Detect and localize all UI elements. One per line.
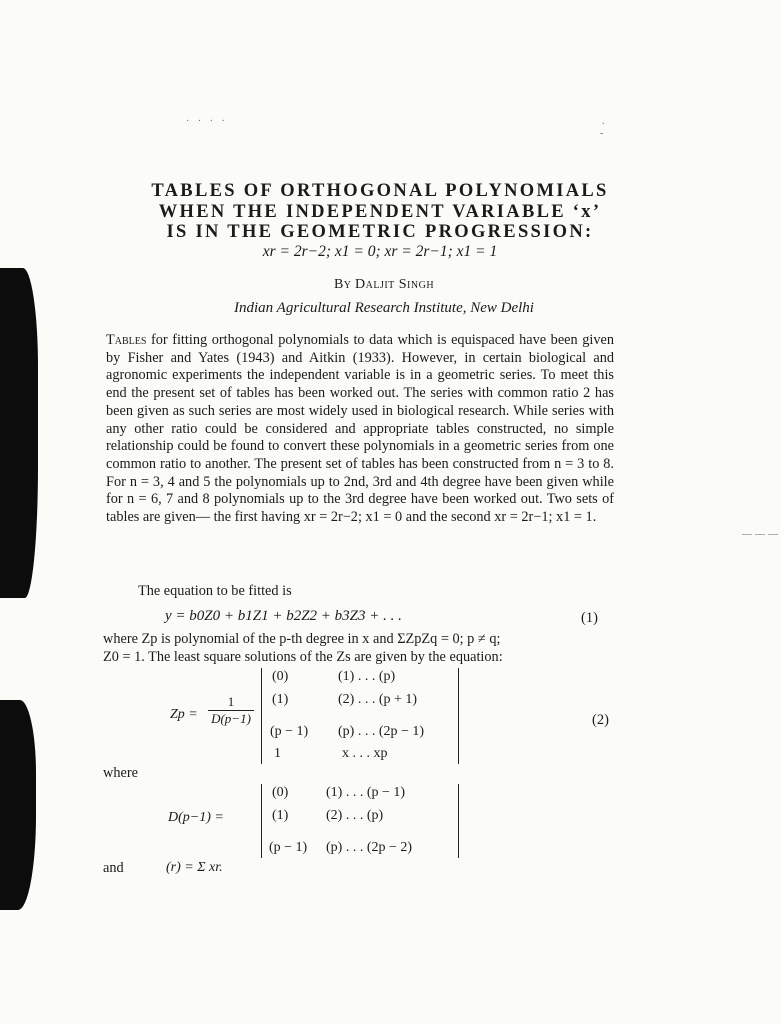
eq2-fraction (208, 694, 254, 727)
eq2-cell: 1 (274, 746, 281, 761)
paper-title (100, 181, 660, 243)
series-equations (100, 243, 660, 261)
eq2-cell: (0) (272, 669, 289, 684)
eq2-cell: x . . . xp (342, 746, 388, 761)
eq3-cell: (1) . . . (p − 1) (326, 785, 406, 800)
eq2-cell: (p) . . . (2p − 1) (338, 724, 425, 739)
eq3-cell: (1) (272, 808, 289, 823)
scan-speck: ——— (742, 529, 781, 540)
equation-1: y = b0Z0 + b1Z1 + b2Z2 + b3Z3 + . . . (165, 608, 402, 624)
title-line-1: TABLES OF ORTHOGONAL POLYNOMIALS (151, 181, 609, 201)
eq3-cell: (2) . . . (p) (326, 808, 384, 823)
equation-1-number: (1) (581, 610, 598, 626)
eq3-cell: (0) (272, 785, 289, 800)
institution: Indian Agricultural Research Institute, New Delhi (234, 300, 534, 316)
equation-2-number: (2) (592, 712, 609, 728)
by-label: By (333, 277, 352, 292)
and-label: and (103, 860, 124, 876)
fitted-intro: The equation to be fitted is (138, 583, 292, 599)
body-paragraph (106, 332, 614, 527)
and-expression: (r) = Σ xr. (166, 860, 223, 875)
lead-word: Tables (106, 332, 147, 348)
eq2-cell: (2) . . . (p + 1) (338, 692, 418, 707)
eq2-numerator: 1 (208, 694, 254, 711)
eq3-cell: (p − 1) (269, 840, 308, 855)
eq2-lhs: Zp = (170, 707, 198, 722)
scan-shadow-top (0, 268, 38, 598)
eq2-denominator: D(p−1) (211, 711, 251, 726)
eq2-cell: (p − 1) (270, 724, 309, 739)
author-line (0, 277, 768, 293)
scan-speck: - (600, 128, 607, 139)
title-line-3: IS IN THE GEOMETRIC PROGRESSION: (166, 222, 594, 242)
scan-shadow-bottom (0, 700, 36, 910)
series-eq-text: xr = 2r−2; x1 = 0; xr = 2r−1; x1 = 1 (262, 243, 498, 260)
eq2-cell: (1) . . . (p) (338, 669, 396, 684)
scan-speck: · · · · (186, 116, 228, 127)
where-line-2: Z0 = 1. The least square solutions of the Zs are given by the equation: (103, 649, 503, 665)
eq3-lhs: D(p−1) = (168, 810, 224, 825)
eq3-cell: (p) . . . (2p − 2) (326, 840, 413, 855)
where-label: where (103, 765, 138, 781)
where-line-1: where Zp is polynomial of the p-th degree in x and ΣZpZq = 0; p ≠ q; (103, 631, 501, 647)
author-name: Daljit Singh (355, 277, 435, 292)
body-text: for fitting orthogonal polynomials to data which is equispaced have been given by Fisher and Yates (1943) and Aitkin (1933). However, in certain biological and agronomic experiments the independent variable is in a geometric series. To meet this end the present set of tables has been worked out. The series with common ratio 2 has been given as such series are most widely used in biological research. While series with any other ratio could be considered and appropriate tables constructed, no simple relationship could be found to convert these polynomials in a geometric series from one common ratio to another. The present set of tables has been constructed from n = 3 to 8. For n = 3, 4 and 5 the polynomials up to 2nd, 3rd and 4th degree have been given while for n = 6, 7 and 8 polynomials up to the 3rd degree have been worked out. Two sets of tables are given— the first having xr = 2r−2; x1 = 0 and the second xr = 2r−1; x1 = 1. (106, 332, 614, 526)
title-line-2: WHEN THE INDEPENDENT VARIABLE ‘x’ (158, 201, 602, 222)
scan-speck: . (602, 116, 608, 127)
eq2-cell: (1) (272, 692, 289, 707)
